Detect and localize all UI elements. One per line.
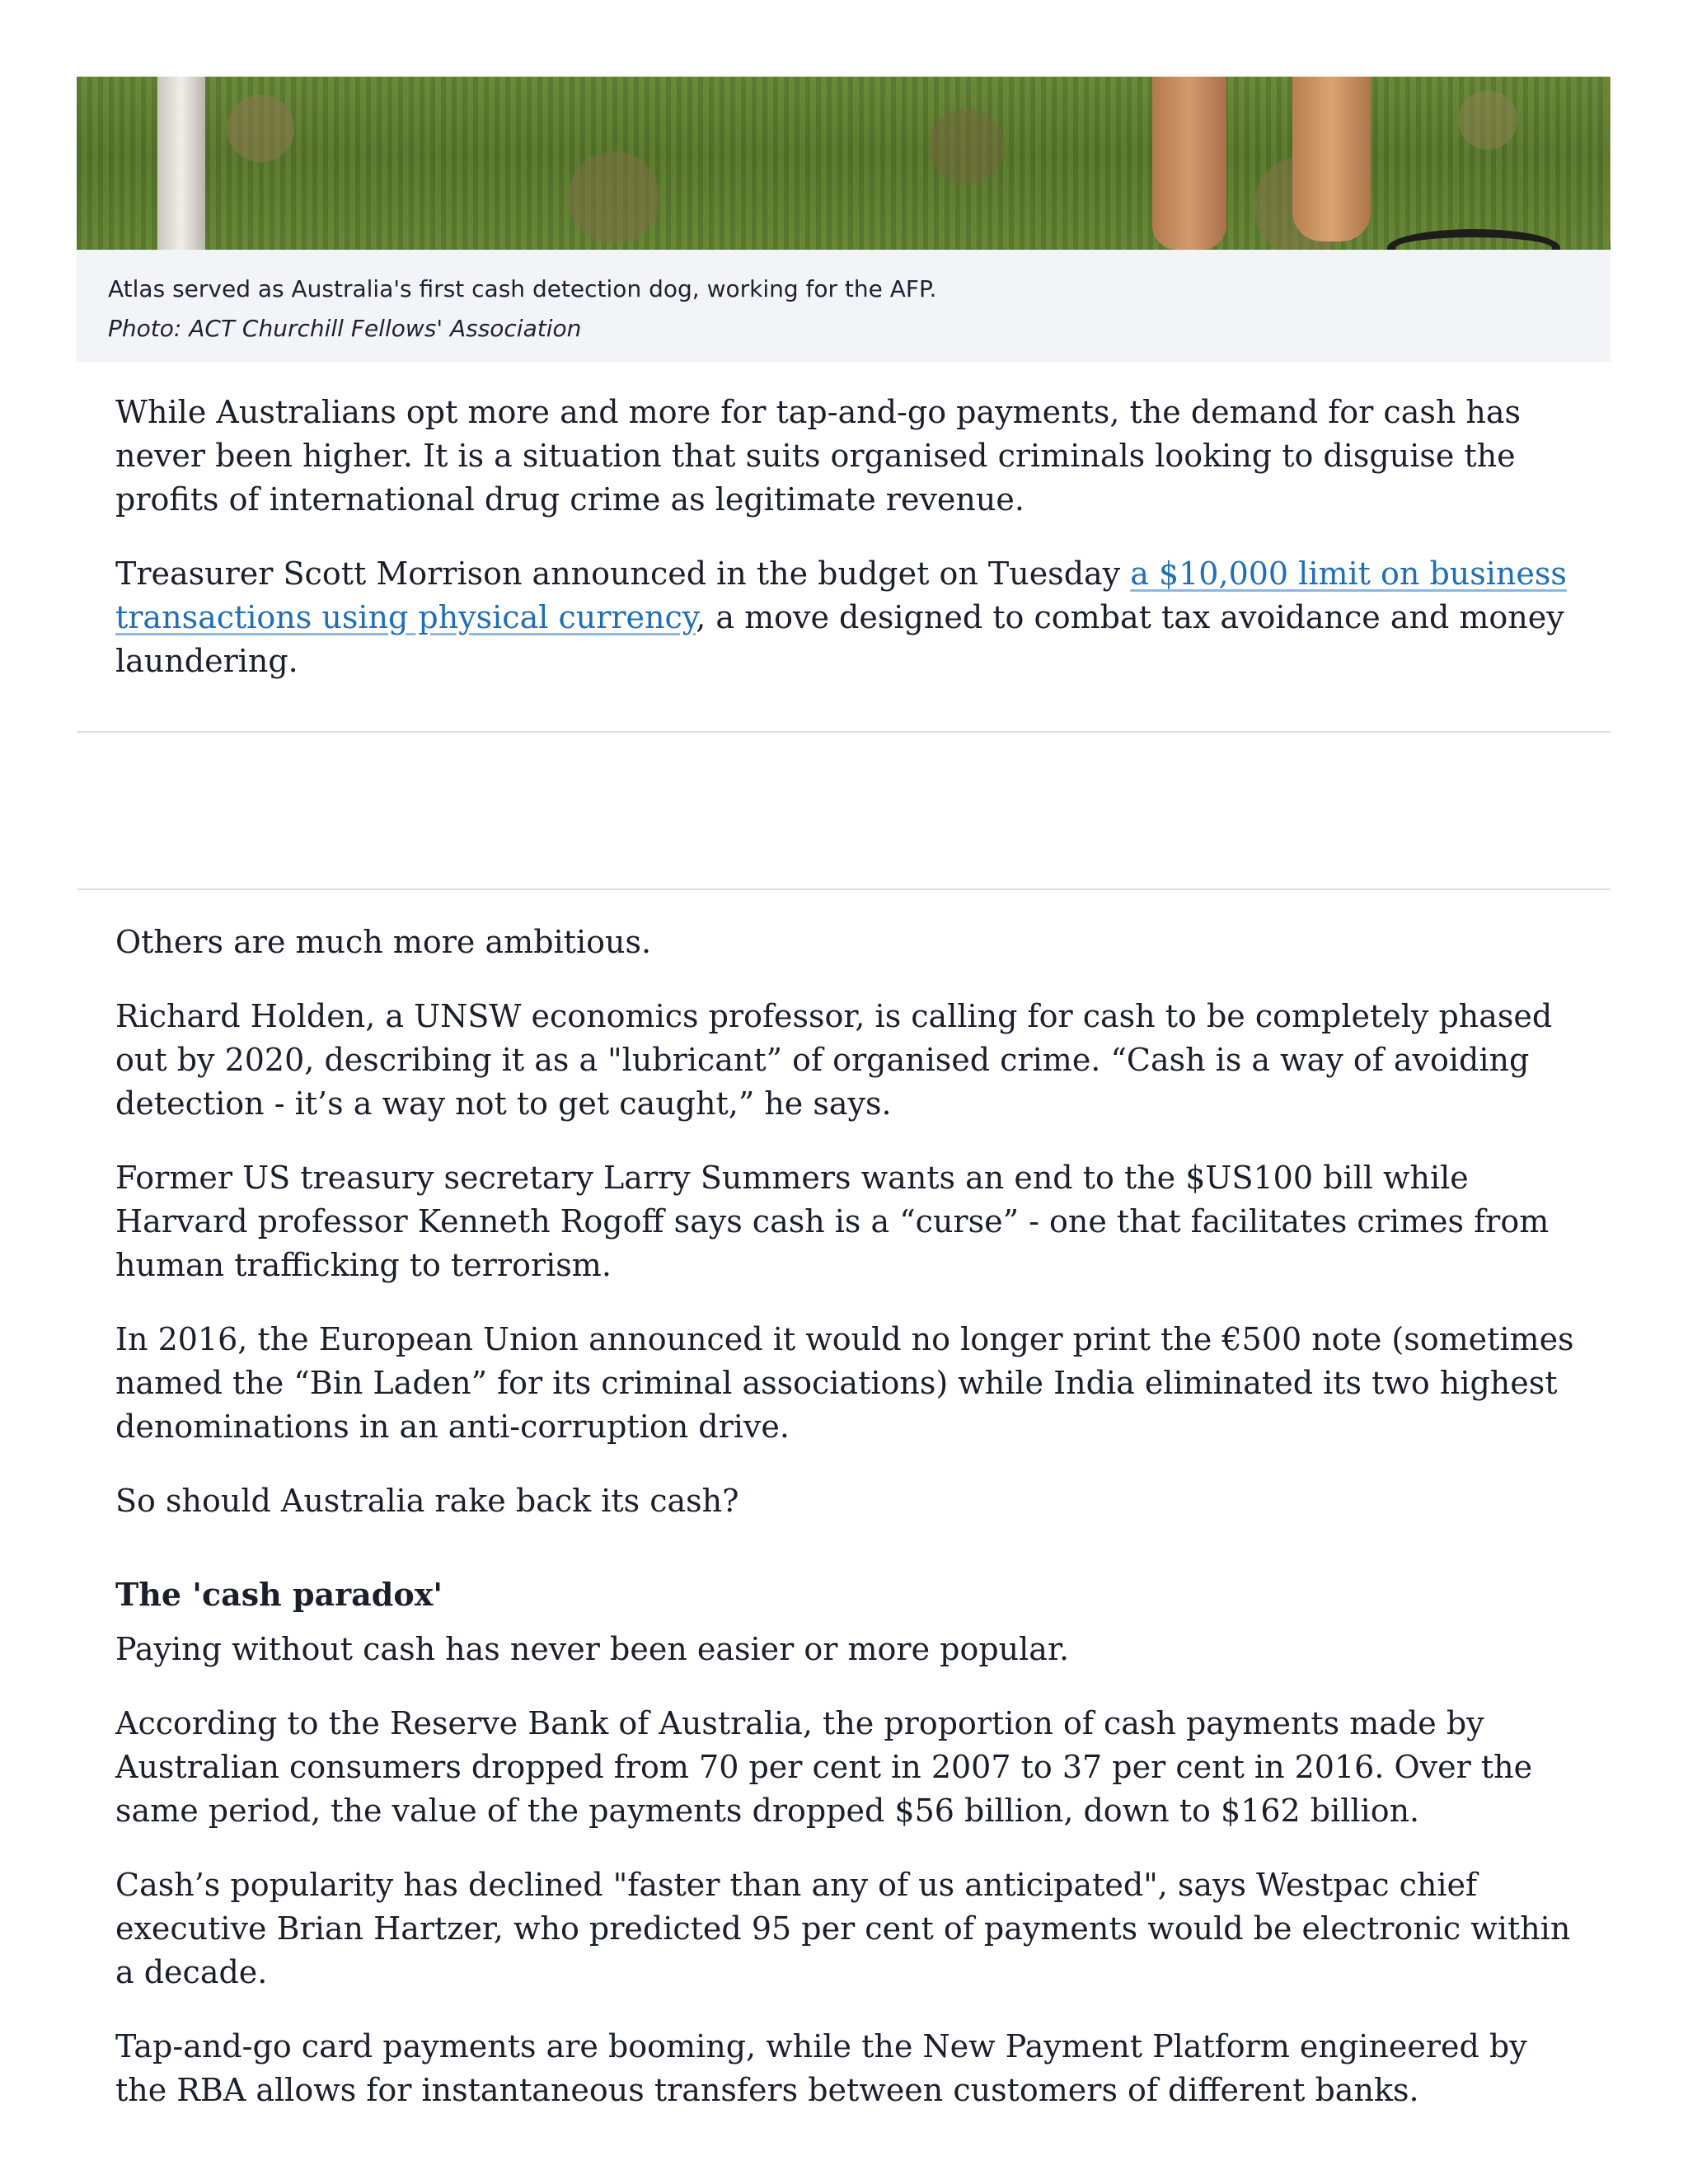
budget-cash-limit-link[interactable]: a $10,000 limit on business transactions using physical currency <box>115 555 1567 635</box>
white-post <box>157 77 205 250</box>
paragraph: While Australians opt more and more for tap-and-go payments, the demand for cash has never been higher. It is a situation that suits organised criminals looking to disguise the profits of international drug crime as legitimate revenue. <box>115 394 1522 518</box>
ad-slot-top-divider <box>77 731 1611 733</box>
ad-slot-bottom-divider <box>77 888 1611 890</box>
paragraph-text: Treasurer Scott Morrison announced in the budget on Tuesday <box>115 555 1131 592</box>
grass-texture <box>77 77 1611 250</box>
caption-text: Atlas served as Australia's first cash detection dog, working for the AFP. <box>108 275 937 302</box>
paragraph: Cash’s popularity has declined "faster than any of us anticipated", says Westpac chief executive Brian Hartzer, who predicted 95 per cent of payments would be electronic within a decade. <box>115 1867 1571 1990</box>
paragraph: So should Australia rake back its cash? <box>115 1483 739 1519</box>
paragraph: Richard Holden, a UNSW economics professor, is calling for cash to be completely phased out by 2020, describing it as a "lubricant” of organised crime. “Cash is a way of avoiding detection - it’s a way not to get caught,” he says. <box>115 998 1553 1122</box>
paragraph: Others are much more ambitious. <box>115 924 652 960</box>
paragraph <box>115 552 1582 683</box>
paragraph: In 2016, the European Union announced it would no longer print the €500 note (sometimes named the “Bin Laden” for its criminal associations) while India eliminated its two highest denominations in an anti-corruption drive. <box>115 1321 1574 1445</box>
dog-leg <box>1152 77 1226 250</box>
article-intro <box>115 391 1582 714</box>
article-body <box>115 921 1582 2143</box>
dog-leg <box>1610 77 1611 250</box>
paragraph: According to the Reserve Bank of Australia, the proportion of cash payments made by Australian consumers dropped from 70 per cent in 2007 to 37 per cent in 2016. Over the same period, the value of the payments dropped $56 billion, down to $162 billion. <box>115 1705 1533 1829</box>
section-heading: The 'cash paradox' <box>115 1576 443 1613</box>
paragraph: Former US treasury secretary Larry Summers wants an end to the $US100 bill while Harvard professor Kenneth Rogoff says cash is a “curse” - one that facilitates crimes from human trafficking to terrorism. <box>115 1160 1550 1283</box>
article-hero-image <box>77 77 1611 250</box>
paragraph: Paying without cash has never been easier or more popular. <box>115 1631 1070 1667</box>
paragraph-text: , a move designed to combat tax avoidance and money laundering. <box>115 599 1564 679</box>
photo-credit: Photo: ACT Churchill Fellows' Association <box>108 315 582 342</box>
paragraph: Tap-and-go card payments are booming, while the New Payment Platform engineered by the RBA allows for instantaneous transfers between customers of different banks. <box>115 2028 1527 2108</box>
image-caption <box>77 250 1611 362</box>
dog-leg <box>1292 77 1371 241</box>
